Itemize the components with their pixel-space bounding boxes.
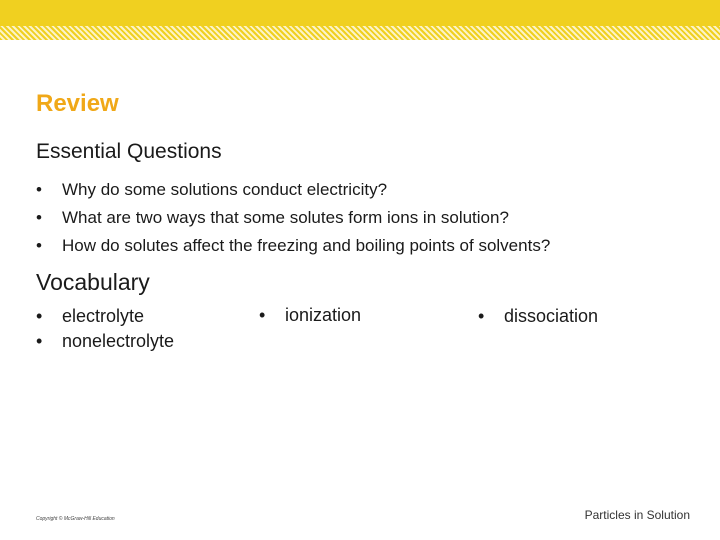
header-band (0, 0, 720, 40)
bullet-icon: • (36, 236, 42, 255)
question-text: How do solutes affect the freezing and boiling points of solvents? (62, 236, 551, 255)
vocabulary-term: ionization (285, 305, 362, 325)
vocabulary-column (259, 303, 361, 328)
footer-label: Particles in Solution (584, 508, 690, 522)
bullet-icon: • (478, 306, 485, 326)
vocabulary-item (478, 304, 598, 329)
copyright-notice: Copyright © McGraw-Hill Education (36, 516, 115, 522)
question-text: What are two ways that some solutes form ions in solution? (62, 208, 509, 227)
bullet-icon: • (259, 305, 266, 325)
vocabulary-item (36, 329, 174, 354)
vocabulary-column (478, 304, 598, 329)
vocabulary-term: dissociation (504, 306, 599, 326)
question-text: Why do some solutions conduct electricity? (62, 180, 388, 199)
header-hatch-pattern (0, 26, 720, 40)
bullet-icon: • (36, 208, 42, 227)
vocabulary-column (36, 304, 174, 354)
list-item (36, 176, 550, 204)
slide-title: Review (36, 90, 119, 117)
vocabulary-term: nonelectrolyte (62, 331, 175, 351)
essential-questions-heading: Essential Questions (36, 140, 222, 163)
list-item (36, 232, 550, 260)
bullet-icon: • (36, 180, 42, 199)
essential-questions-list (36, 176, 550, 260)
vocabulary-heading: Vocabulary (36, 269, 150, 295)
vocabulary-item (36, 304, 174, 329)
vocabulary-term: electrolyte (62, 306, 145, 326)
bullet-icon: • (36, 306, 43, 326)
list-item (36, 204, 550, 232)
bullet-icon: • (36, 331, 43, 351)
vocabulary-item (259, 303, 361, 328)
